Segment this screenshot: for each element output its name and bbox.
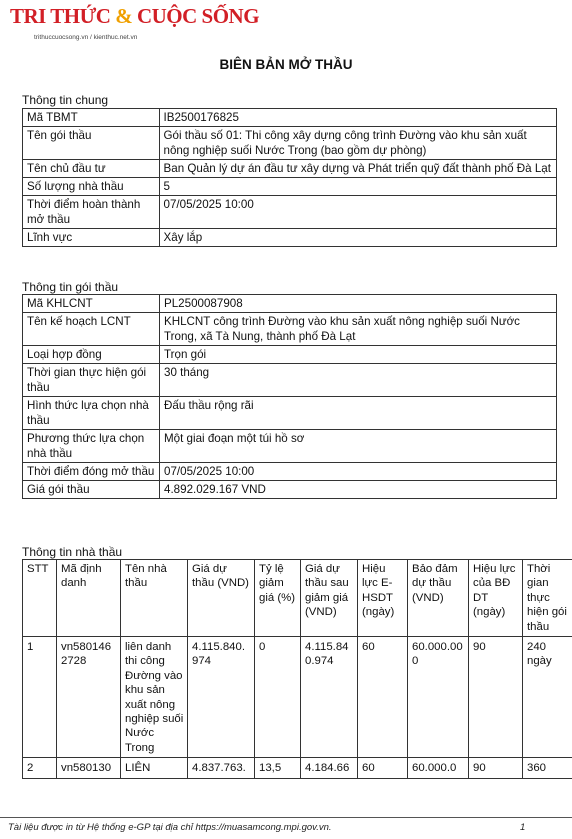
info-key: Thời điểm hoàn thành mở thầu [23, 196, 160, 229]
column-header: Giá dự thầu sau giảm giá (VND) [301, 560, 358, 637]
footer-page-number: 1 [520, 822, 525, 833]
info-value: Đấu thầu rộng rãi [160, 397, 557, 430]
info-row [23, 160, 557, 178]
footer-source-text: Tài liệu được in từ Hệ thống e-GP tại địa chỉ https://muasamcong.mpi.gov.vn. [8, 822, 332, 833]
info-key: Loại hợp đồng [23, 346, 160, 364]
table-cell: 4.115.840.974 [301, 637, 358, 758]
info-key: Hình thức lựa chọn nhà thầu [23, 397, 160, 430]
info-value: 07/05/2025 10:00 [160, 463, 557, 481]
table-cell: 60 [358, 758, 408, 778]
logo-ampersand: & [115, 4, 132, 28]
info-row [23, 430, 557, 463]
package-info-body [23, 295, 557, 499]
info-row [23, 364, 557, 397]
bidders-body [23, 637, 572, 779]
general-info-table [22, 108, 557, 247]
info-row [23, 196, 557, 229]
table-cell: 60 [358, 637, 408, 758]
logo-letter-t: T [10, 4, 24, 28]
bidders-header-row [23, 560, 572, 637]
info-row [23, 178, 557, 196]
table-cell: LIÊN [121, 758, 188, 778]
info-row [23, 463, 557, 481]
table-cell: 4.115.840.974 [188, 637, 255, 758]
info-row [23, 109, 557, 127]
info-value: 30 tháng [160, 364, 557, 397]
bidder-row [23, 758, 572, 778]
table-cell: 240 ngày [523, 637, 572, 758]
table-cell: 60.000.0 [408, 758, 469, 778]
column-header: Giá dự thầu (VND) [188, 560, 255, 637]
info-key: Thời gian thực hiện gói thầu [23, 364, 160, 397]
column-header: Mã định danh [57, 560, 121, 637]
logo-subtitle: trithuccuocsong.vn / kienthuc.net.vn [34, 34, 137, 41]
table-cell: 90 [469, 637, 523, 758]
table-cell: 360 [523, 758, 572, 778]
table-cell: 4.184.66 [301, 758, 358, 778]
table-cell: 90 [469, 758, 523, 778]
info-key: Mã KHLCNT [23, 295, 160, 313]
info-value: KHLCNT công trình Đường vào khu sản xuất nông nghiệp suối Nước Trong, xã Tà Nung, thành phố Đà Lạt [160, 313, 557, 346]
info-key: Phương thức lựa chọn nhà thầu [23, 430, 160, 463]
table-cell: liên danh thi công Đường vào khu sản xuất nông nghiệp suối Nước Trong [121, 637, 188, 758]
info-value: Ban Quản lý dự án đầu tư xây dựng và Phát triển quỹ đất thành phố Đà Lạt [159, 160, 556, 178]
info-value: Xây lắp [159, 229, 556, 247]
column-header: Bảo đảm dự thầu (VND) [408, 560, 469, 637]
info-value: Gói thầu số 01: Thi công xây dựng công trình Đường vào khu sản xuất nông nghiệp suối Nước Trong (bao gồm dự phòng) [159, 127, 556, 160]
section-bidders-label: Thông tin nhà thầu [22, 545, 122, 559]
section-package-label: Thông tin gói thầu [22, 280, 118, 294]
info-key: Mã TBMT [23, 109, 160, 127]
info-row [23, 295, 557, 313]
info-row [23, 229, 557, 247]
info-key: Lĩnh vực [23, 229, 160, 247]
table-cell: 60.000.000 [408, 637, 469, 758]
table-cell: 2 [23, 758, 57, 778]
table-cell: 1 [23, 637, 57, 758]
info-value: 07/05/2025 10:00 [159, 196, 556, 229]
info-value: 5 [159, 178, 556, 196]
info-key: Thời điểm đóng mở thầu [23, 463, 160, 481]
column-header: STT [23, 560, 57, 637]
info-row [23, 397, 557, 430]
table-cell: 4.837.763. [188, 758, 255, 778]
info-value: PL2500087908 [160, 295, 557, 313]
column-header: Thời gian thực hiện gói thầu [523, 560, 572, 637]
info-row [23, 346, 557, 364]
info-key: Số lượng nhà thầu [23, 178, 160, 196]
logo-text-main: RI THỨC [24, 4, 116, 28]
table-cell: vn580130 [57, 758, 121, 778]
column-header: Hiệu lực của BĐ DT (ngày) [469, 560, 523, 637]
info-value: 4.892.029.167 VND [160, 481, 557, 499]
table-cell: vn5801462728 [57, 637, 121, 758]
bidders-table [22, 559, 572, 779]
section-general-label: Thông tin chung [22, 93, 108, 107]
info-value: IB2500176825 [159, 109, 556, 127]
document-title: BIÊN BẢN MỞ THẦU [0, 57, 572, 72]
info-row [23, 313, 557, 346]
info-row [23, 127, 557, 160]
info-key: Tên chủ đầu tư [23, 160, 160, 178]
info-row [23, 481, 557, 499]
bidder-row [23, 637, 572, 758]
table-cell: 0 [255, 637, 301, 758]
page-footer [0, 817, 572, 839]
general-info-body [23, 109, 557, 247]
info-value: Một giai đoạn một túi hồ sơ [160, 430, 557, 463]
info-key: Tên kế hoạch LCNT [23, 313, 160, 346]
logo-wordmark [10, 4, 259, 29]
column-header: Tỷ lệ giảm giá (%) [255, 560, 301, 637]
package-info-table [22, 294, 557, 499]
logo-text-end: CUỘC SỐNG [132, 4, 259, 28]
table-cell: 13,5 [255, 758, 301, 778]
column-header: Tên nhà thầu [121, 560, 188, 637]
site-logo [10, 4, 180, 42]
info-key: Giá gói thầu [23, 481, 160, 499]
info-value: Trọn gói [160, 346, 557, 364]
column-header: Hiệu lực E-HSDT (ngày) [358, 560, 408, 637]
info-key: Tên gói thầu [23, 127, 160, 160]
